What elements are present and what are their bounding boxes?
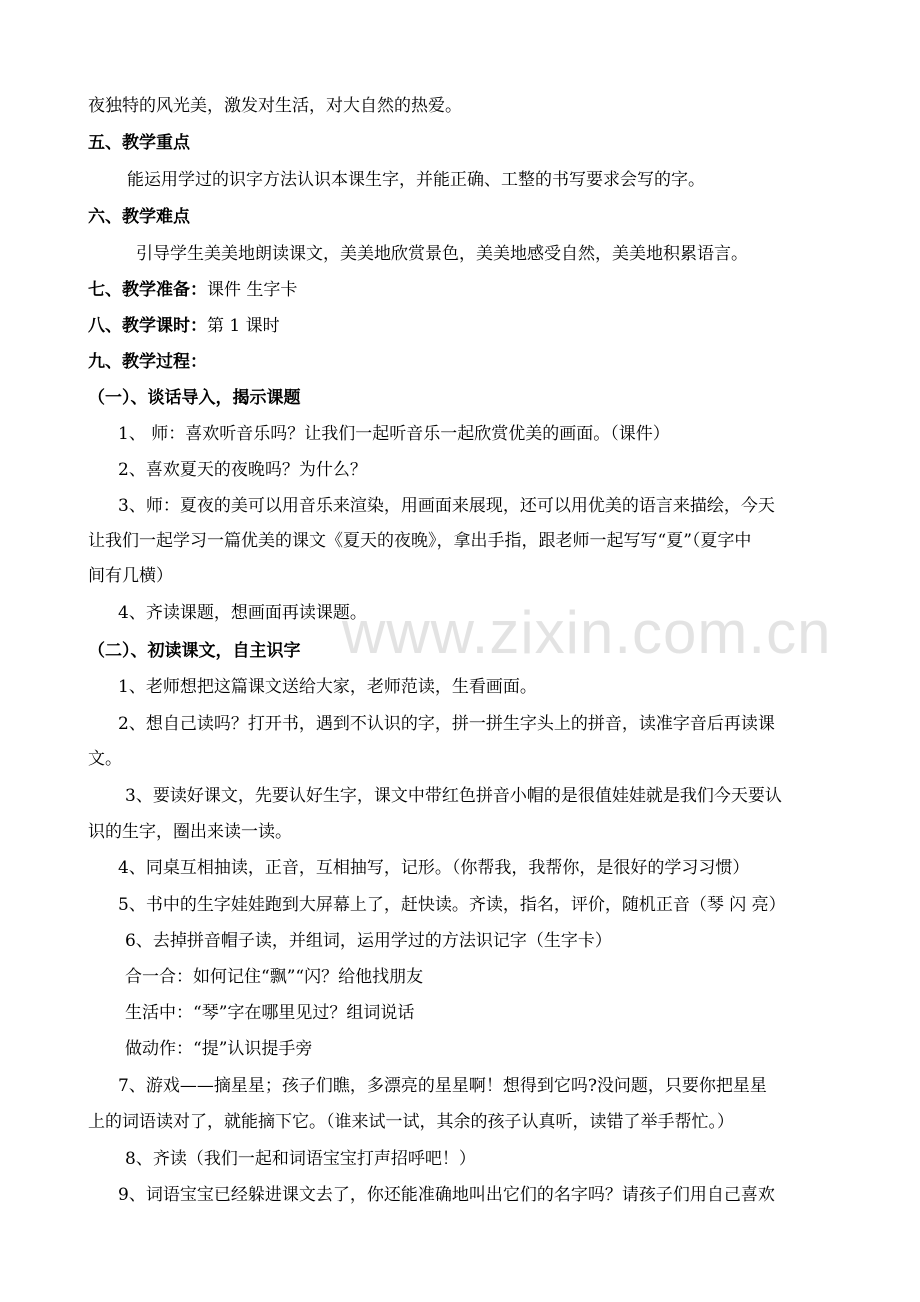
text-line: 8、齐读（我们一起和词语宝宝打声招呼吧！） <box>125 1149 476 1169</box>
text-line: 识的生字，圈出来读一读。 <box>88 822 292 842</box>
text-line: 1、老师想把这篇课文送给大家，老师范读，生看画面。 <box>118 677 537 697</box>
text-line: 3、师：夏夜的美可以用音乐来渲染，用画面来展现，还可以用优美的语言来描绘，今天 <box>118 496 775 516</box>
section-value: 第 1 课时 <box>207 316 280 336</box>
text-line: 夜独特的风光美，激发对生活，对大自然的热爱。 <box>88 96 462 116</box>
text-line: 3、要读好课文，先要认好生字，课文中带红色拼音小帽的是很值娃娃就是我们今天要认 <box>125 786 782 806</box>
text-line: 9、词语宝宝已经躲进课文去了，你还能准确地叫出它们的名字吗？请孩子们用自己喜欢 <box>118 1185 775 1205</box>
text-line: 生活中：“琴”字在哪里见过？组词说话 <box>125 1003 415 1023</box>
text-line: 上的词语读对了，就能摘下它。（谁来试一试，其余的孩子认真听，读错了举手帮忙。） <box>88 1112 734 1132</box>
subsection-heading: （二）、初读课文，自主识字 <box>88 641 301 661</box>
text-line: 做动作：“提”认识提手旁 <box>125 1039 313 1059</box>
text-line: 间有几横） <box>88 566 173 586</box>
section-heading-row <box>88 315 280 337</box>
text-line: 4、齐读课题，想画面再读课题。 <box>118 603 367 623</box>
subsection-heading: （一）、谈话导入，揭示课题 <box>88 388 301 408</box>
text-line: 6、去掉拼音帽子读，并组词，运用学过的方法识记字（生字卡） <box>125 931 612 951</box>
text-line: 引导学生美美地朗读课文，美美地欣赏景色，美美地感受自然，美美地积累语言。 <box>136 244 748 264</box>
text-line: 7、游戏——摘星星；孩子们瞧，多漂亮的星星啊！想得到它吗?没问题，只要你把星星 <box>118 1076 767 1096</box>
text-line: 2、喜欢夏天的夜晚吗？为什么？ <box>118 460 367 480</box>
watermark: www.zixin.com.cn <box>342 599 832 666</box>
section-heading: 六、教学难点 <box>88 207 190 227</box>
text-line: 2、想自己读吗？打开书，遇到不认识的字，拼一拼生字头上的拼音，读准字音后再读课 <box>118 714 775 734</box>
section-heading: 五、教学重点 <box>88 133 190 153</box>
text-line: 文。 <box>88 749 122 769</box>
section-value: 课件 生字卡 <box>207 280 298 300</box>
section-heading: 七、教学准备： <box>88 280 207 300</box>
text-line: 4、同桌互相抽读，正音，互相抽写，记形。（你帮我，我帮你，是很好的学习习惯） <box>118 858 750 878</box>
text-line: 5、书中的生字娃娃跑到大屏幕上了，赶快读。齐读，指名，评价，随机正音（琴 闪 亮） <box>118 895 786 915</box>
section-heading: 九、教学过程： <box>88 352 207 372</box>
text-line: 能运用学过的识字方法认识本课生字，并能正确、工整的书写要求会写的字。 <box>127 170 705 190</box>
section-heading-row <box>88 279 297 301</box>
section-heading: 八、教学课时： <box>88 316 207 336</box>
text-line: 让我们一起学习一篇优美的课文《夏天的夜晚》，拿出手指，跟老师一起写写“夏”（夏字中 <box>88 531 752 551</box>
text-line: 1、 师：喜欢听音乐吗？让我们一起听音乐一起欣赏优美的画面。（课件） <box>118 424 670 444</box>
text-line: 合一合：如何记住“飘”“闪？给他找朋友 <box>125 967 424 987</box>
